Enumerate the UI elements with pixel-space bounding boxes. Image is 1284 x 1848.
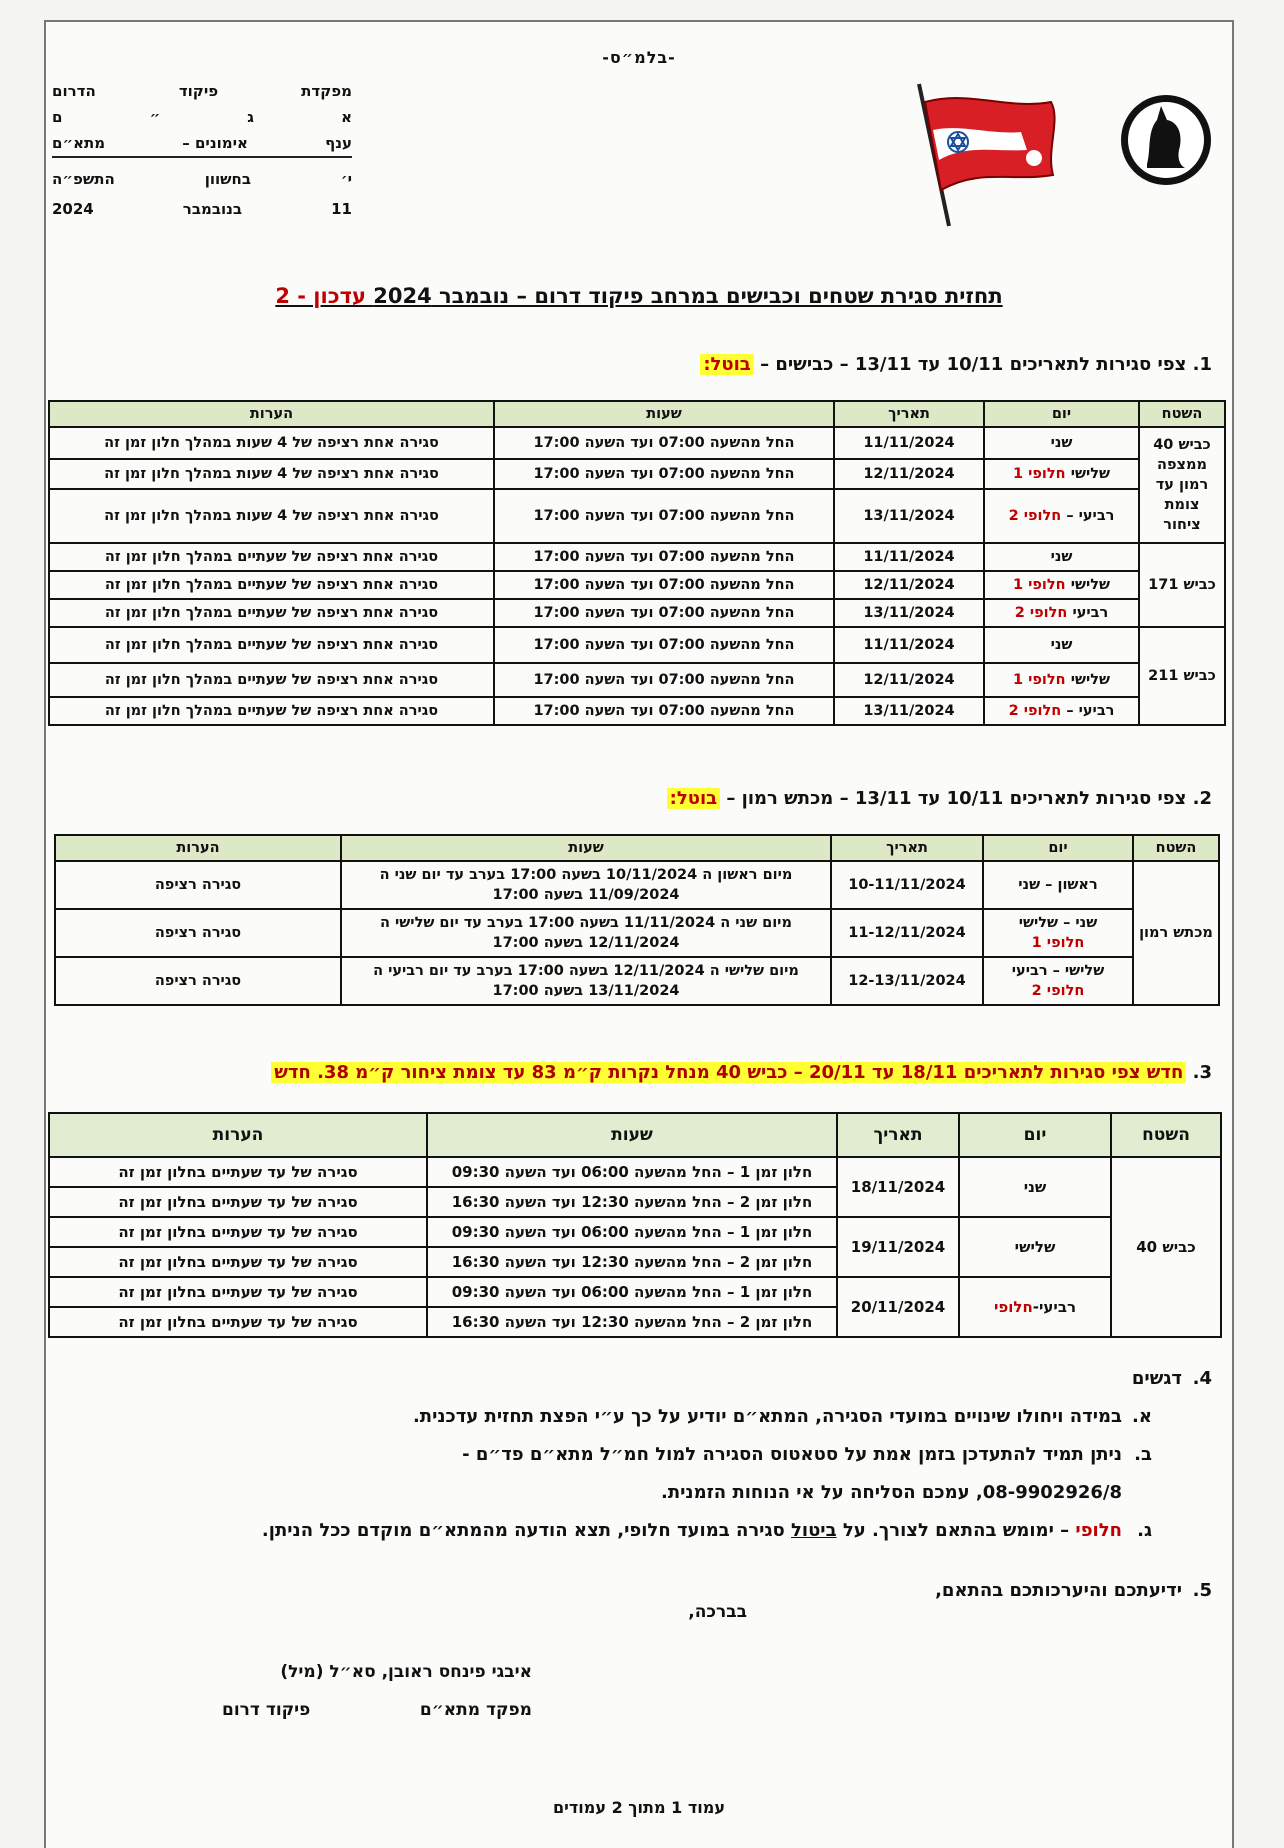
table-row: חלון זמן 2 – החל מהשעה 12:30 ועד השעה 16:30 סגירה של עד שעתיים בחלון זמן זה — [49, 1307, 1221, 1337]
table-row: שני – שלישי חלופי 1 11-12/11/2024 מיום שני ה 11/11/2024 בשעה 17:00 בערב עד יום שלישי ה 12/11/2024 בשעה 17:00 סגירה רציפה — [55, 909, 1219, 957]
cancelled-badge: בוטל: — [700, 354, 753, 375]
table-row: שלישי חלופי 1 12/11/2024 החל מהשעה 07:00 ועד השעה 17:00 סגירה אחת רציפה של שעתיים במהלך חלון זמן זה — [49, 663, 1225, 697]
table-row: שלישי חלופי 1 12/11/2024 החל מהשעה 07:00 ועד השעה 17:00 סגירה אחת רציפה של שעתיים במהלך חלון זמן זה — [49, 571, 1225, 599]
area-cell: כביש 171 — [1139, 543, 1225, 627]
letterhead-row-1: מפקדת פיקוד הדרום — [52, 82, 352, 100]
area-cell: מכתש רמון — [1133, 861, 1219, 1005]
table-row: חלון זמן 2 – החל מהשעה 12:30 ועד השעה 16:30 סגירה של עד שעתיים בחלון זמן זה — [49, 1187, 1221, 1217]
note-b-cont — [92, 1474, 1212, 1512]
table-header-row: השטח יום תאריך שעות הערות — [55, 835, 1219, 861]
section-4-heading: 4. דגשים — [1131, 1368, 1212, 1389]
section-3-heading: 3. חדש צפי סגירות לתאריכים 18/11 עד 20/11 – כביש 40 מנחל נקרות ק״מ 83 עד צומת ציחור ק״מ 38. חדש — [271, 1062, 1212, 1083]
section-5: 5. ידיעתכם והיערכותכם בהתאם, — [935, 1580, 1212, 1601]
update-label: עדכון - 2 — [275, 284, 366, 308]
emphases-section — [92, 1360, 1212, 1610]
table-header-row: השטח יום תאריך שעות הערות — [49, 1113, 1221, 1157]
area-cell: כביש 40 — [1111, 1157, 1221, 1337]
table-row: שלישי 19/11/2024 חלון זמן 1 – החל מהשעה 06:00 ועד השעה 09:30 סגירה של עד שעתיים בחלון זמן זה — [49, 1217, 1221, 1247]
classification: -בלמ״ס- — [602, 48, 676, 67]
closing: בברכה, — [688, 1602, 747, 1622]
note-a: א. במידה ויחולו שינויים במועדי הסגירה, המתא״ם יודיע על כך ע״י הפצת תחזית עדכנית. — [412, 1406, 1152, 1427]
road40-closure-table — [48, 1112, 1222, 1338]
letterhead — [52, 78, 352, 222]
signature-name: איבגי פינחס ראובן, סא״ל (מיל) — [280, 1662, 532, 1682]
section-2-heading: 2. צפי סגירות לתאריכים 10/11 עד 13/11 – מכתש רמון – בוטל: — [667, 788, 1212, 809]
table-row: שלישי חלופי 1 12/11/2024 החל מהשעה 07:00 ועד השעה 17:00 סגירה אחת רציפה של 4 שעות במהלך חלון זמן זה — [49, 459, 1225, 489]
letterhead-date: 11 בנובמבר 2024 — [52, 200, 352, 218]
table-row: שלישי – רביעי חלופי 2 12-13/11/2024 מיום שלישי ה 12/11/2024 בשעה 17:00 בערב עד יום רביעי ה 13/11/2024 בשעה 17:00 סגירה רציפה — [55, 957, 1219, 1005]
signature-role: מפקד מתא״ם פיקוד דרום — [222, 1700, 532, 1720]
table-row: כביש 40 ממצפה רמון עד צומת ציחור שני 11/11/2024 החל מהשעה 07:00 ועד השעה 17:00 סגירה אחת רציפה של 4 שעות במהלך חלון זמן זה — [49, 427, 1225, 459]
table-row: כביש 171 שני 11/11/2024 החל מהשעה 07:00 ועד השעה 17:00 סגירה אחת רציפה של שעתיים במהלך חלון זמן זה — [49, 543, 1225, 571]
document-page — [44, 20, 1234, 1848]
letterhead-row-2: א ג ״ ם — [52, 108, 352, 126]
letterhead-hebrew-date: י׳ בחשוון התשפ״ה — [52, 170, 352, 188]
table-row: כביש 40 שני 18/11/2024 חלון זמן 1 – החל מהשעה 06:00 ועד השעה 09:30 סגירה של עד שעתיים בחלון זמן זה — [49, 1157, 1221, 1187]
letterhead-row-3: ענף אימונים – מתא״ם — [52, 130, 352, 158]
table-row: כביש 211 שני 11/11/2024 החל מהשעה 07:00 ועד השעה 17:00 סגירה אחת רציפה של שעתיים במהלך חלון זמן זה — [49, 627, 1225, 663]
table-row: מכתש רמון ראשון – שני 10-11/11/2024 מיום ראשון ה 10/11/2024 בשעה 17:00 בערב עד יום שני ה 11/09/2024 בשעה 17:00 סגירה רציפה — [55, 861, 1219, 909]
roads-closure-table — [48, 400, 1226, 726]
table-row: רביעי – חלופי 2 13/11/2024 החל מהשעה 07:00 ועד השעה 17:00 סגירה אחת רציפה של שעתיים במהלך חלון זמן זה — [49, 697, 1225, 725]
table-row: רביעי-חלופי 20/11/2024 חלון זמן 1 – החל מהשעה 06:00 ועד השעה 09:30 סגירה של עד שעתיים בחלון זמן זה — [49, 1277, 1221, 1307]
cancelled-badge: בוטל: — [667, 788, 720, 809]
table-row: רביעי – חלופי 2 13/11/2024 החל מהשעה 07:00 ועד השעה 17:00 סגירה אחת רציפה של 4 שעות במהלך חלון זמן זה — [49, 489, 1225, 543]
table-row: חלון זמן 2 – החל מהשעה 12:30 ועד השעה 16:30 סגירה של עד שעתיים בחלון זמן זה — [49, 1247, 1221, 1277]
area-cell: כביש 40 ממצפה רמון עד צומת ציחור — [1139, 427, 1225, 543]
page-footer: עמוד 1 מתוך 2 עמודים — [553, 1798, 725, 1817]
command-flag-and-emblem-logo — [911, 80, 1231, 230]
document-title: תחזית סגירת שטחים וכבישים במרחב פיקוד דרום – נובמבר 2024 עדכון - 2 — [275, 284, 1003, 308]
section-1-heading: 1. צפי סגירות לתאריכים 10/11 עד 13/11 – כבישים – בוטל: — [700, 354, 1212, 375]
table-row: רביעי חלופי 2 13/11/2024 החל מהשעה 07:00 ועד השעה 17:00 סגירה אחת רציפה של שעתיים במהלך חלון זמן זה — [49, 599, 1225, 627]
makhtesh-ramon-closure-table — [54, 834, 1220, 1006]
phone-number-line: 08-9902926/8, עמכם הסליחה על אי הנוחות הזמנית. — [660, 1482, 1122, 1503]
area-cell: כביש 211 — [1139, 627, 1225, 725]
table-header-row: השטח יום תאריך שעות הערות — [49, 401, 1225, 427]
new-closures-highlight: חדש צפי סגירות לתאריכים 18/11 עד 20/11 – כביש 40 מנחל נקרות ק״מ 83 עד צומת ציחור ק״מ 38. חדש — [271, 1062, 1186, 1083]
note-b: ב. ניתן תמיד להתעדכן בזמן אמת על סטאטוס הסגירה למול חמ״ל מתא״ם פד״ם - — [462, 1444, 1152, 1465]
note-c: ג. חלופי – ימומש בהתאם לצורך. על ביטול סגירה במועד חלופי, תצא הודעה מהמתא״ם מוקדם ככל הניתן. — [261, 1520, 1152, 1541]
